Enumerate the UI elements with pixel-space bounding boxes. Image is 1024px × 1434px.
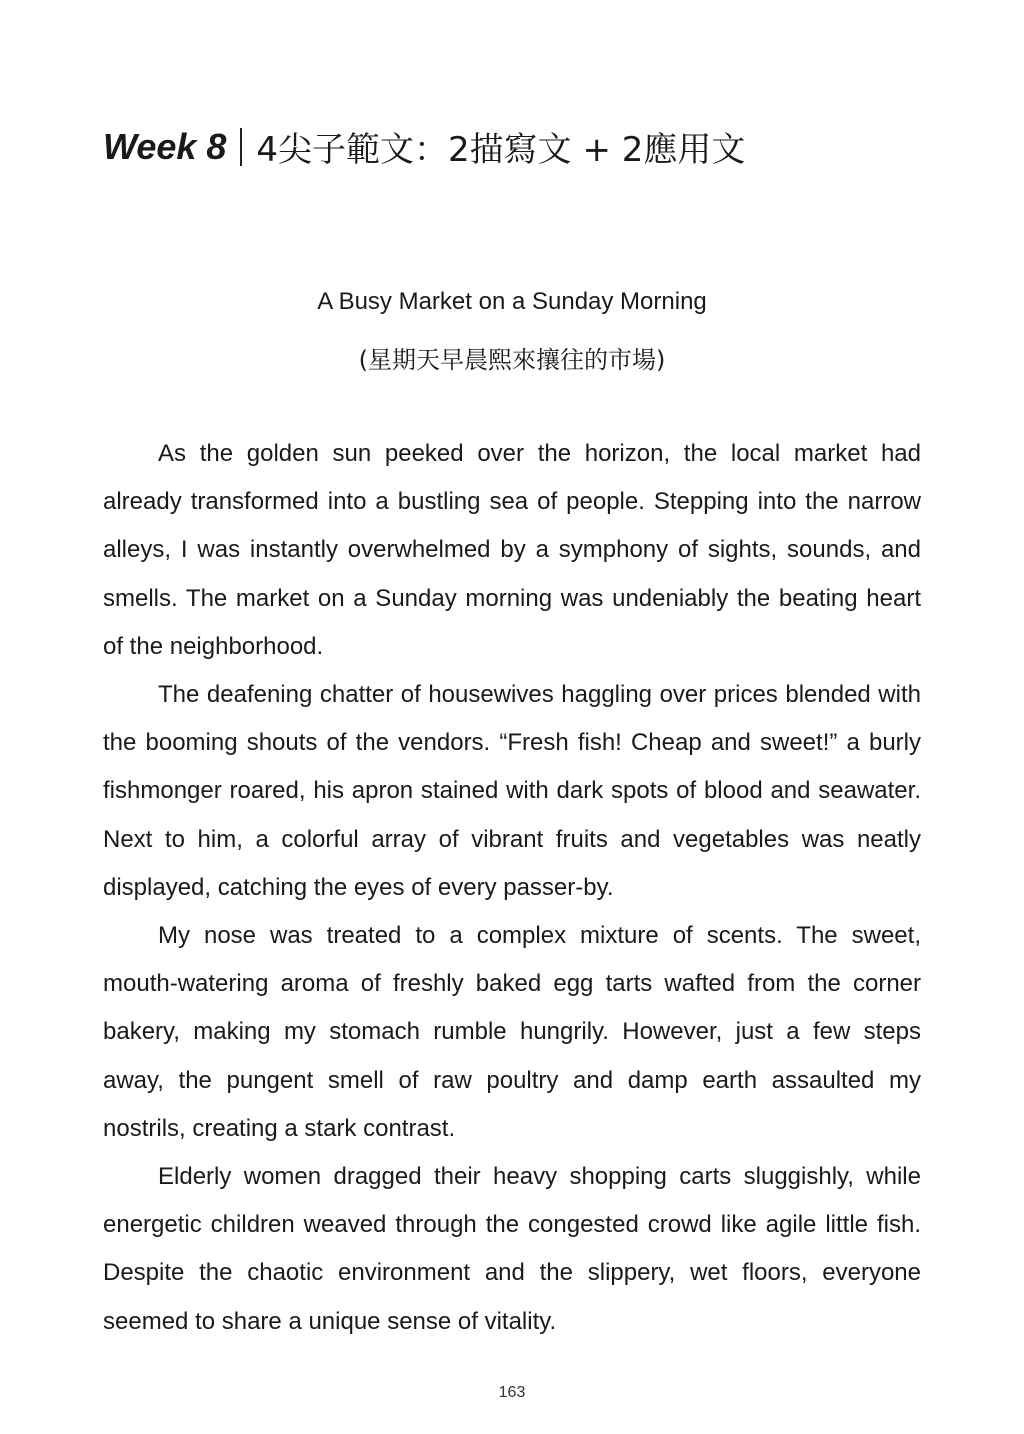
page-number: 163	[498, 1384, 526, 1401]
week-label: Week 8	[103, 125, 227, 167]
paragraph: As the golden sun peeked over the horizon, the local market had already transformed into a bustling sea of people. Stepping into the narrow alleys, I was instantly overwhelmed by a symphony of sights, sounds, and smells. The market on a Sunday morning was undeniably the beating heart of the neighborhood.	[103, 440, 921, 660]
paragraph: Elderly women dragged their heavy shopping carts sluggishly, while energetic children weaved through the congested crowd like agile little fish. Despite the chaotic environment and the slippery, wet floors, everyone seemed to share a unique sense of vitality.	[103, 1163, 921, 1335]
paragraph: My nose was treated to a complex mixture of scents. The sweet, mouth-watering aroma of freshly baked egg tarts wafted from the corner bakery, making my stomach rumble hungrily. However, just a few steps away, the pungent smell of raw poultry and damp earth assaulted my nostrils, creating a stark contrast.	[103, 922, 921, 1142]
article-title: A Busy Market on a Sunday Morning	[317, 288, 707, 315]
paragraph: The deafening chatter of housewives haggling over prices blended with the booming shouts of the vendors. “Fresh fish! Cheap and sweet!” a burly fishmonger roared, his apron stained with dark spots of blood and seawater. Next to him, a colorful array of vibrant fruits and vegetables was neatly displayed, catching the eyes of every passer-by.	[103, 681, 921, 901]
page-header	[103, 122, 745, 171]
header-divider	[240, 128, 242, 166]
article-body	[103, 430, 921, 1346]
article-title-chinese: (星期天早晨熙來攘往的市場)	[358, 346, 666, 374]
header-subtitle: 4尖子範文：2描寫文 + 2應用文	[256, 130, 746, 170]
